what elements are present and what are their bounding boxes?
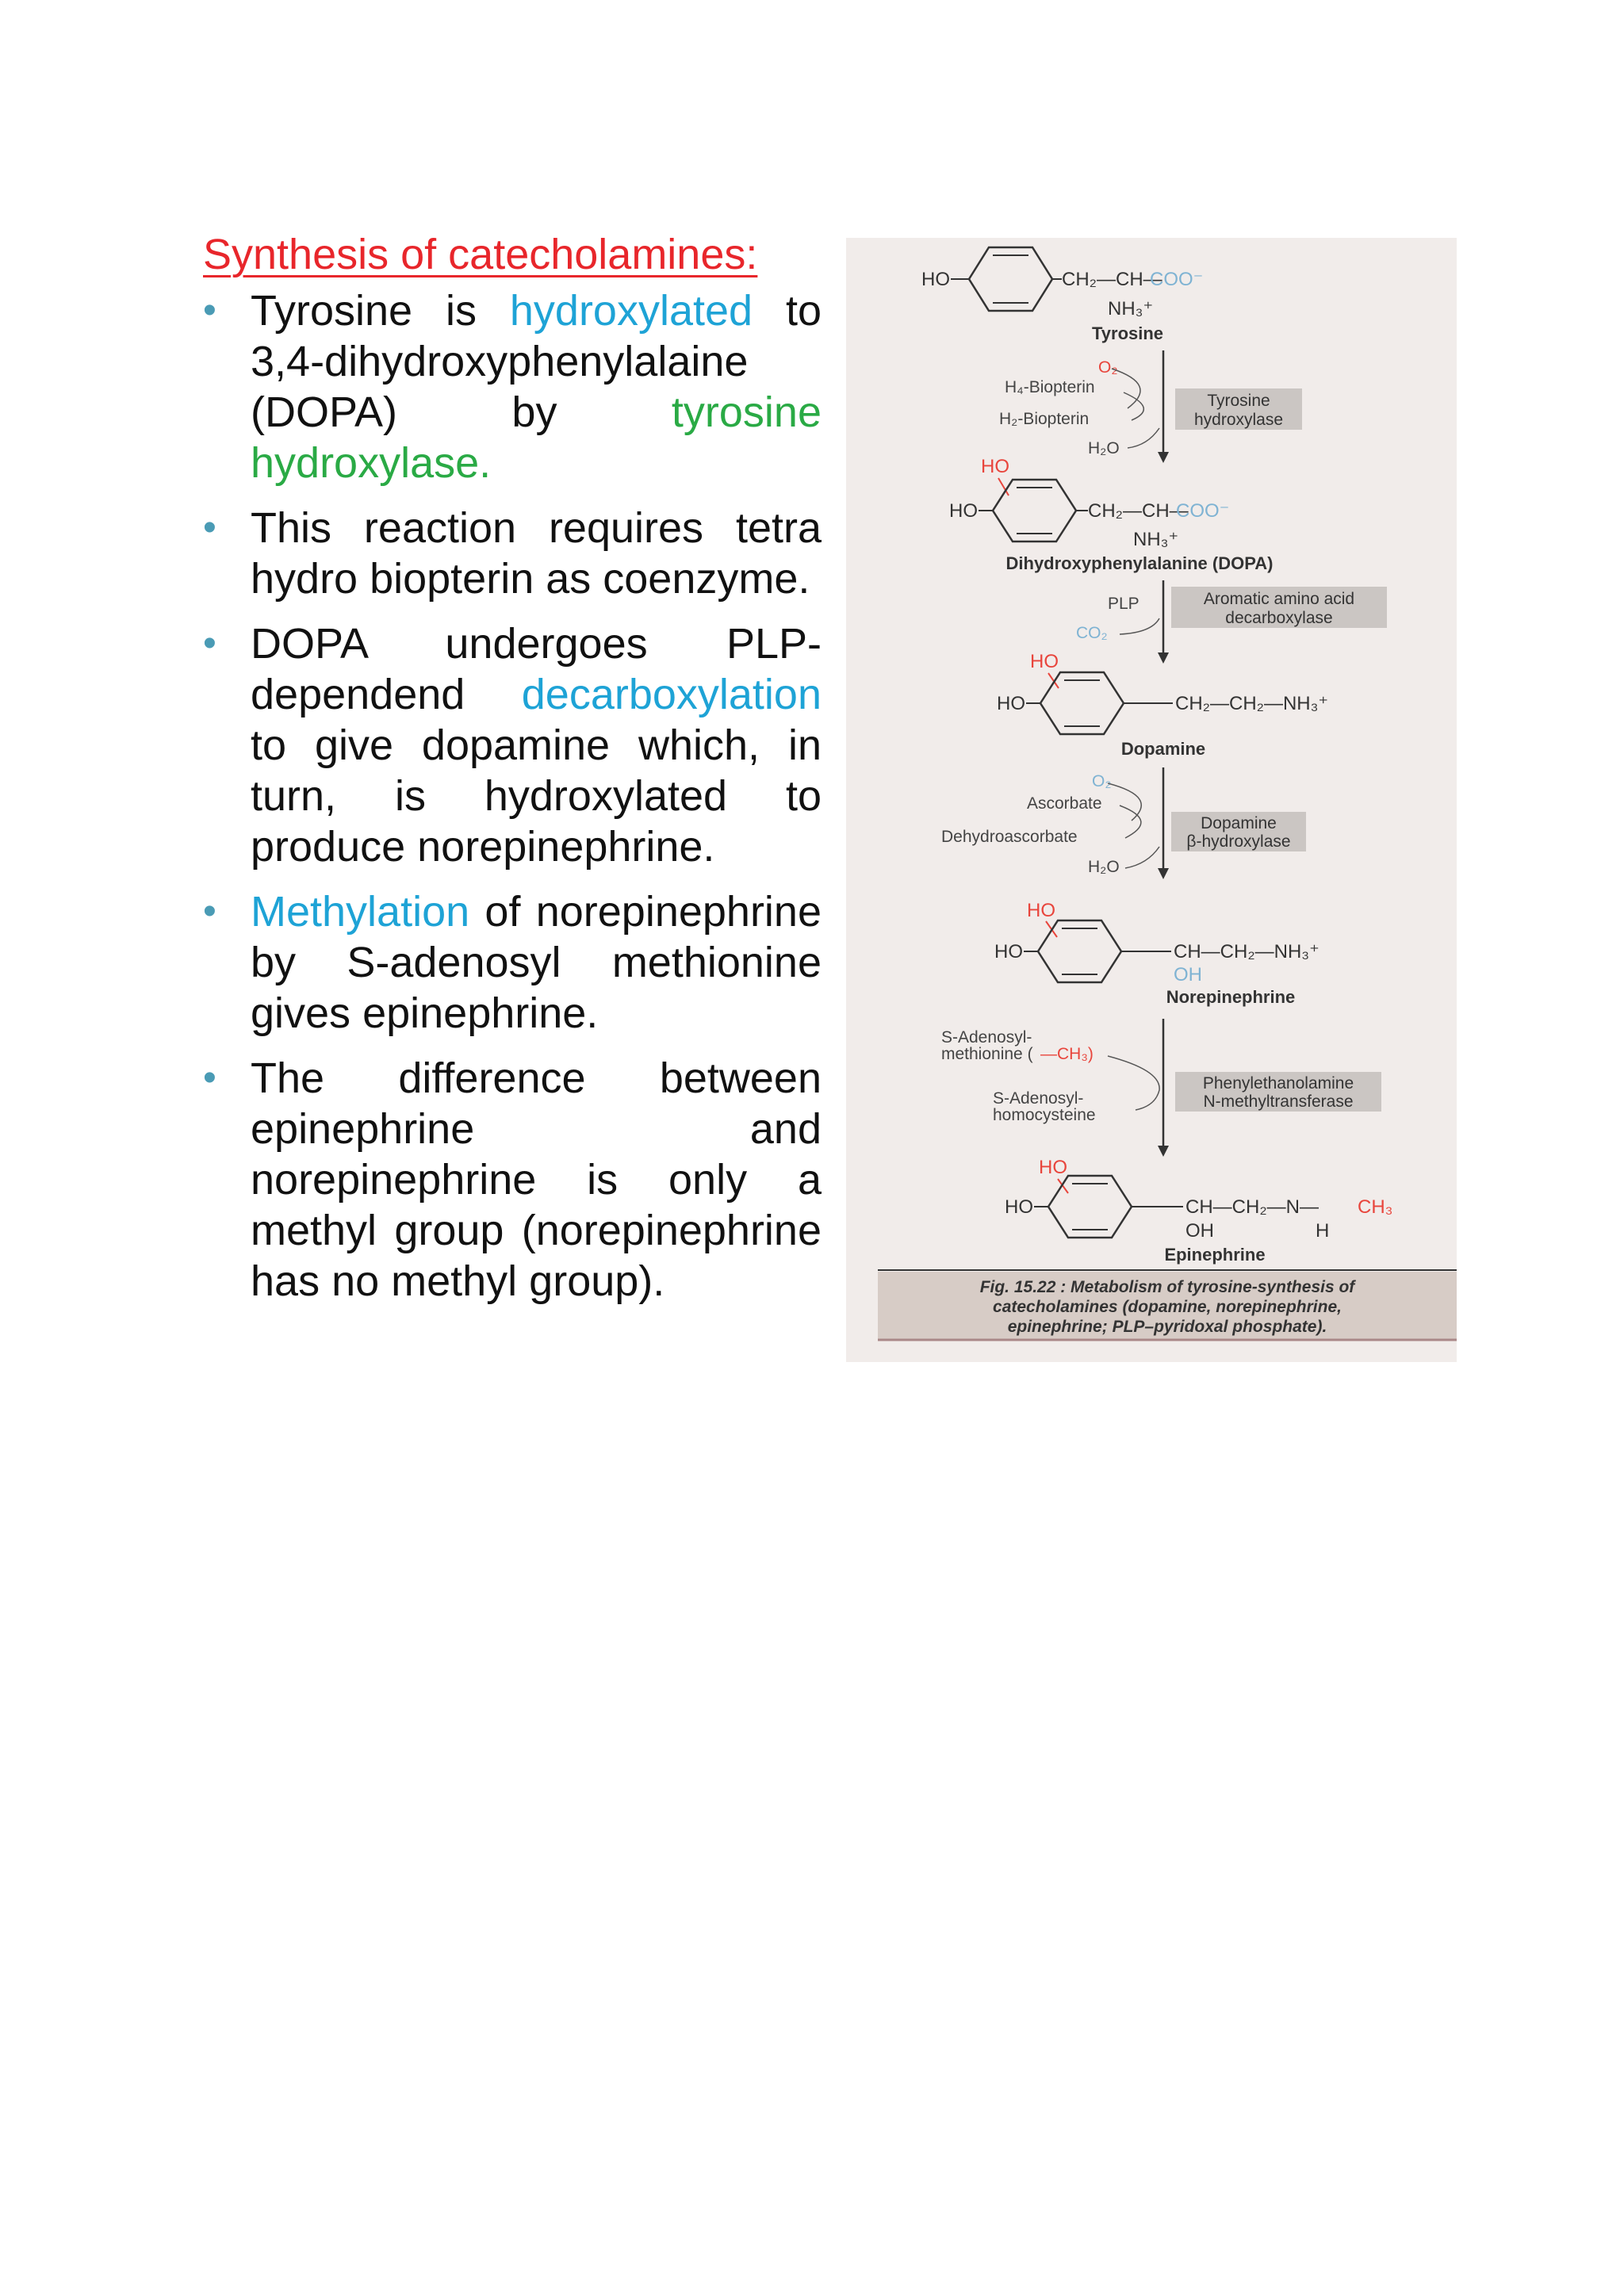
n-methyl-label: CH₃ [1358, 1196, 1393, 1218]
sam-methyl-label: —CH₃) [1040, 1045, 1094, 1063]
section-title: Synthesis of catecholamines: [203, 231, 758, 278]
enzyme-aadc-l2: decarboxylase [1225, 609, 1333, 627]
arrowhead-icon [1158, 868, 1169, 879]
ho-label: HO [949, 500, 978, 522]
pathway-diagram [846, 238, 1457, 1362]
bullet-difference: • The difference between epinephrine and norepinephrine is only a methyl group (norepinephrine has no methyl group). [203, 1053, 822, 1307]
bullet-coenzyme: • This reaction requires tetra hydro biopterin as coenzyme. [203, 503, 822, 604]
benzene-ring-icon [1040, 672, 1124, 734]
amine-label: NH₃⁺ [1133, 529, 1179, 550]
ho-label: HO [1005, 1196, 1033, 1218]
ho-label-red: HO [1039, 1157, 1067, 1178]
caption-line-3: epinephrine; PLP–pyridoxal phosphate). [1007, 1318, 1327, 1336]
ho-label: HO [921, 269, 950, 290]
hydroxyl-label: OH [1185, 1220, 1214, 1242]
enzyme-pnmt-l1: Phenylethanolamine [1202, 1074, 1354, 1093]
caption-line-1: Fig. 15.22 : Metabolism of tyrosine-synthesis of [979, 1278, 1355, 1296]
highlight-tyrosine-hydroxylase: tyrosine hydroxylase. [251, 388, 822, 487]
h4-biopterin-label: H₄-Biopterin [1005, 378, 1095, 396]
co2-label: CO₂ [1076, 624, 1108, 642]
ho-label: HO [994, 941, 1023, 962]
amine-label: NH₃⁺ [1108, 298, 1154, 320]
epinephrine-label: Epinephrine [1164, 1245, 1266, 1265]
caption-line-2: catecholamines (dopamine, norepinephrine, [993, 1298, 1342, 1316]
arrowhead-icon [1158, 452, 1169, 463]
benzene-ring-icon [1048, 1176, 1132, 1238]
dopa-chain: CH₂—CH— [1088, 500, 1189, 522]
enzyme-tyrosine-hydroxylase-l1: Tyrosine [1207, 392, 1270, 410]
norepinephrine-label: Norepinephrine [1166, 987, 1296, 1007]
enzyme-dbh-l1: Dopamine [1201, 814, 1277, 832]
ho-label-red: HO [1030, 651, 1059, 672]
highlight-methylation: Methylation [251, 888, 470, 936]
dehydroascorbate-label: Dehydroascorbate [941, 828, 1078, 846]
o2-label: O₂ [1092, 772, 1112, 790]
enzyme-aadc-l1: Aromatic amino acid [1203, 590, 1355, 608]
carboxylate-label: COO⁻ [1150, 269, 1204, 290]
benzene-ring-icon [1038, 920, 1121, 982]
arrowhead-icon [1158, 1146, 1169, 1157]
bullet-methylation [203, 886, 822, 1039]
amine-h-label: H [1316, 1220, 1330, 1242]
carboxylate-label: COO⁻ [1176, 500, 1230, 522]
enzyme-tyrosine-hydroxylase-l2: hydroxylase [1193, 411, 1284, 429]
h2o-label: H₂O [1088, 439, 1120, 457]
text-run: of norepinephrine by S-adenosyl methionine gives epinephrine. [251, 888, 822, 1037]
cofactor-curve [1120, 618, 1159, 634]
pathway-figure [846, 238, 1457, 1362]
tyrosine-chain: CH₂—CH— [1062, 269, 1162, 290]
cofactor-curve [1124, 392, 1143, 420]
tyrosine-label: Tyrosine [1091, 323, 1164, 343]
cofactor-curve [1120, 806, 1141, 838]
dopa-label: Dihydroxyphenylalanine (DOPA) [1005, 553, 1274, 573]
sah-label-l1: S-Adenosyl- [993, 1089, 1084, 1108]
plp-label: PLP [1108, 595, 1139, 613]
text-run: to give dopamine which, in turn, is hydroxylated to produce norepinephrine. [251, 721, 822, 871]
hydroxyl-label: OH [1174, 964, 1202, 985]
cofactor-curve [1125, 847, 1159, 868]
o2-label: O₂ [1098, 358, 1118, 377]
benzene-ring-icon [969, 247, 1052, 311]
cofactor-curve [1128, 428, 1159, 448]
dopamine-chain: CH₂—CH₂—NH₃⁺ [1175, 693, 1329, 714]
arrowhead-icon [1158, 652, 1169, 664]
epinephrine-chain: CH—CH₂—N— [1185, 1196, 1319, 1218]
text-run: Tyrosine is [251, 287, 510, 335]
cofactor-curve [1108, 1056, 1159, 1110]
bullet-list [203, 285, 822, 1321]
h2-biopterin-label: H₂-Biopterin [999, 410, 1090, 428]
ho-label-red: HO [1027, 900, 1055, 921]
highlight-hydroxylated: hydroxylated [509, 287, 753, 335]
ho-label-red: HO [981, 456, 1009, 477]
dopamine-label: Dopamine [1120, 739, 1206, 759]
sam-label-l2: methionine ( [941, 1045, 1033, 1063]
norepinephrine-chain: CH—CH₂—NH₃⁺ [1174, 941, 1320, 962]
text-run: DOPA undergoes PLP-dependend [251, 620, 822, 718]
enzyme-dbh-l2: β-hydroxylase [1186, 832, 1291, 851]
ho-label: HO [997, 693, 1025, 714]
highlight-decarboxylation: decarboxylation [521, 671, 822, 718]
enzyme-pnmt-l2: N-methyltransferase [1203, 1093, 1354, 1111]
ascorbate-label: Ascorbate [1027, 794, 1102, 813]
bullet-decarboxylation [203, 618, 822, 872]
sam-label-l1: S-Adenosyl- [941, 1028, 1032, 1047]
text-run: to 3,4-dihydroxyphenylalaine (DOPA) by [251, 287, 822, 436]
bullet-tyrosine-hydroxylation [203, 285, 822, 488]
h2o-label: H₂O [1088, 858, 1120, 876]
sah-label-l2: homocysteine [993, 1106, 1096, 1124]
